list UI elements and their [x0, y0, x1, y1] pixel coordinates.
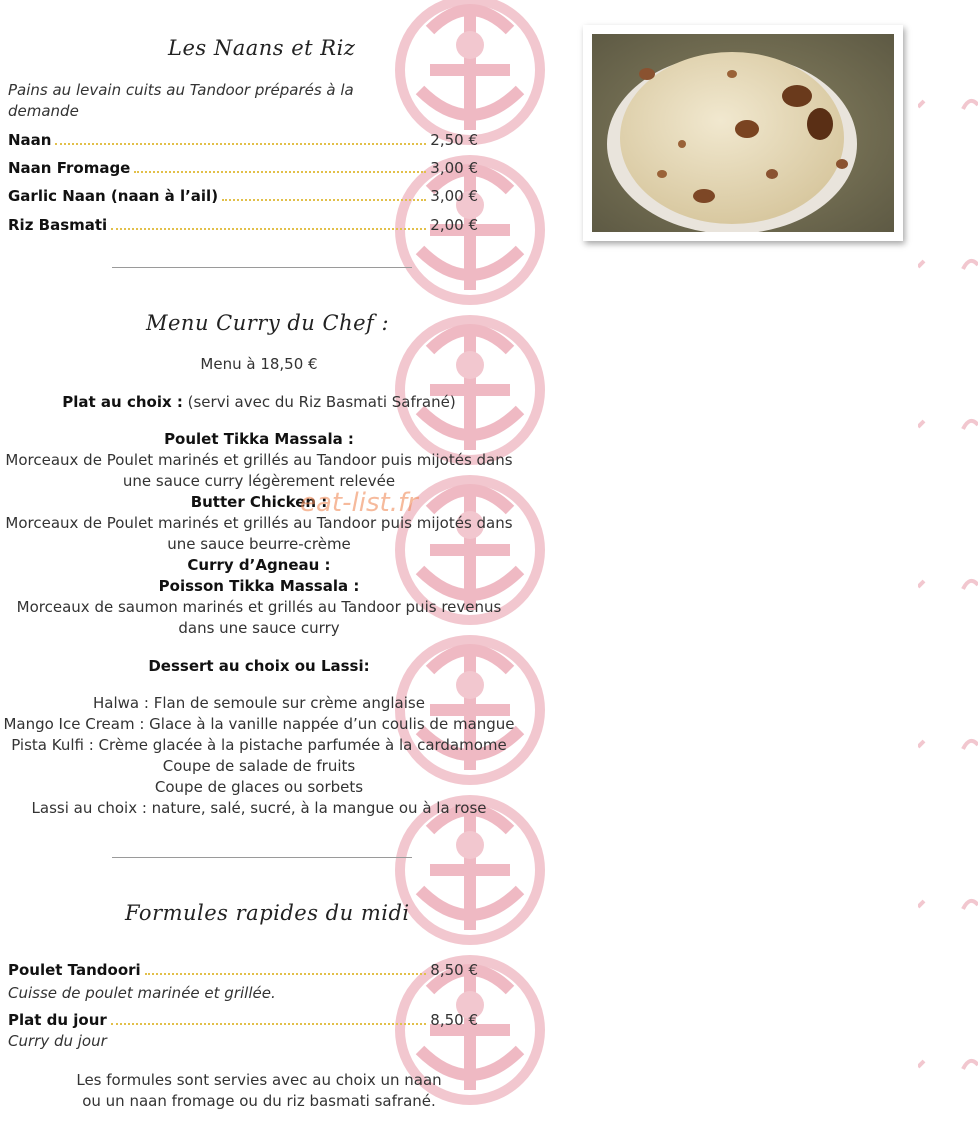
menu-item-price: 2,00 € [430, 216, 478, 234]
plat-choice-label: Plat au choix : [62, 393, 183, 411]
menu-item-name: Garlic Naan (naan à l’ail) [8, 187, 219, 205]
formule-note-line: Les formules sont servies avec au choix un naan [76, 1071, 442, 1089]
section-title-curry: Menu Curry du Chef : [146, 311, 390, 335]
dot-leader [134, 159, 426, 173]
menu-item-row [8, 131, 478, 153]
dot-leader [111, 1011, 426, 1025]
dessert-list [0, 693, 518, 819]
menu-item-name: Riz Basmati [8, 216, 108, 234]
menu-item-row [8, 1011, 478, 1033]
naan-photo [592, 34, 894, 232]
edge-mark [918, 95, 978, 115]
dot-leader [55, 131, 426, 145]
decorative-motif [370, 0, 575, 150]
plat-choice-line [0, 392, 518, 413]
menu-price-line [0, 354, 518, 375]
edge-mark [918, 1055, 978, 1075]
menu-item-name: Naan Fromage [8, 159, 131, 177]
menu-item-name: Naan [8, 131, 52, 149]
edge-decoration [918, 0, 978, 1146]
dish-name: Butter Chicken : [190, 493, 328, 511]
dish-name: Curry d’Agneau : [187, 556, 331, 574]
section-title-naans: Les Naans et Riz [168, 36, 356, 60]
section-intro-naans: Pains au levain cuits au Tandoor préparés à la demande [8, 81, 354, 120]
menu-item-price: 3,00 € [430, 187, 478, 205]
edge-mark [918, 895, 978, 915]
section-title-midi: Formules rapides du midi [125, 901, 410, 925]
section-divider [112, 267, 412, 268]
formule-note [0, 1070, 518, 1112]
dish-description: une sauce curry légèrement relevée [122, 472, 396, 490]
edge-mark [918, 255, 978, 275]
dessert-label: Dessert au choix ou Lassi: [148, 657, 370, 675]
edge-mark [918, 735, 978, 755]
menu-item-price: 8,50 € [430, 961, 478, 979]
formule-note-line: ou un naan fromage ou du riz basmati safrané. [82, 1092, 436, 1110]
dish-description: dans une sauce curry [178, 619, 340, 637]
menu-item-row [8, 961, 478, 983]
dish-description: Morceaux de Poulet marinés et grillés au Tandoor puis mijotés dans [5, 451, 513, 469]
dot-leader [145, 961, 427, 975]
menu-item-price: 2,50 € [430, 131, 478, 149]
dessert-item: Halwa : Flan de semoule sur crème anglaise [93, 694, 425, 712]
dish-description: Morceaux de Poulet marinés et grillés au Tandoor puis mijotés dans [5, 514, 513, 532]
dish-list [0, 429, 518, 639]
menu-item-row [8, 159, 478, 181]
plat-choice-note: (servi avec du Riz Basmati Safrané) [187, 393, 456, 411]
menu-item-row [8, 216, 478, 238]
dessert-item: Mango Ice Cream : Glace à la vanille nappée d’un coulis de mangue [3, 715, 515, 733]
dot-leader [222, 187, 426, 201]
menu-item-name: Plat du jour [8, 1011, 107, 1029]
dot-leader [111, 216, 426, 230]
menu-item-row [8, 187, 478, 209]
menu-item-price: 3,00 € [430, 159, 478, 177]
dessert-item: Coupe de glaces ou sorbets [154, 778, 364, 796]
menu-item-description: Curry du jour [8, 1032, 107, 1050]
dish-name: Poisson Tikka Massala : [158, 577, 360, 595]
menu-item-description: Cuisse de poulet marinée et grillée. [8, 984, 276, 1002]
dessert-label-line [0, 656, 518, 677]
menu-item-price: 8,50 € [430, 1011, 478, 1029]
dessert-item: Pista Kulfi : Crème glacée à la pistache parfumée à la cardamome [11, 736, 507, 754]
dessert-item: Coupe de salade de fruits [162, 757, 356, 775]
menu-price: Menu à 18,50 € [200, 355, 318, 373]
edge-mark [918, 575, 978, 595]
watermark: eat-list.fr [300, 488, 418, 518]
section-divider [112, 857, 412, 858]
dish-description: une sauce beurre-crème [167, 535, 351, 553]
dish-name: Poulet Tikka Massala : [164, 430, 354, 448]
dessert-item: Lassi au choix : nature, salé, sucré, à la mangue ou à la rose [31, 799, 487, 817]
naan-photo-frame [583, 25, 903, 241]
menu-item-name: Poulet Tandoori [8, 961, 141, 979]
edge-mark [918, 415, 978, 435]
dish-description: Morceaux de saumon marinés et grillés au Tandoor puis revenus [16, 598, 502, 616]
